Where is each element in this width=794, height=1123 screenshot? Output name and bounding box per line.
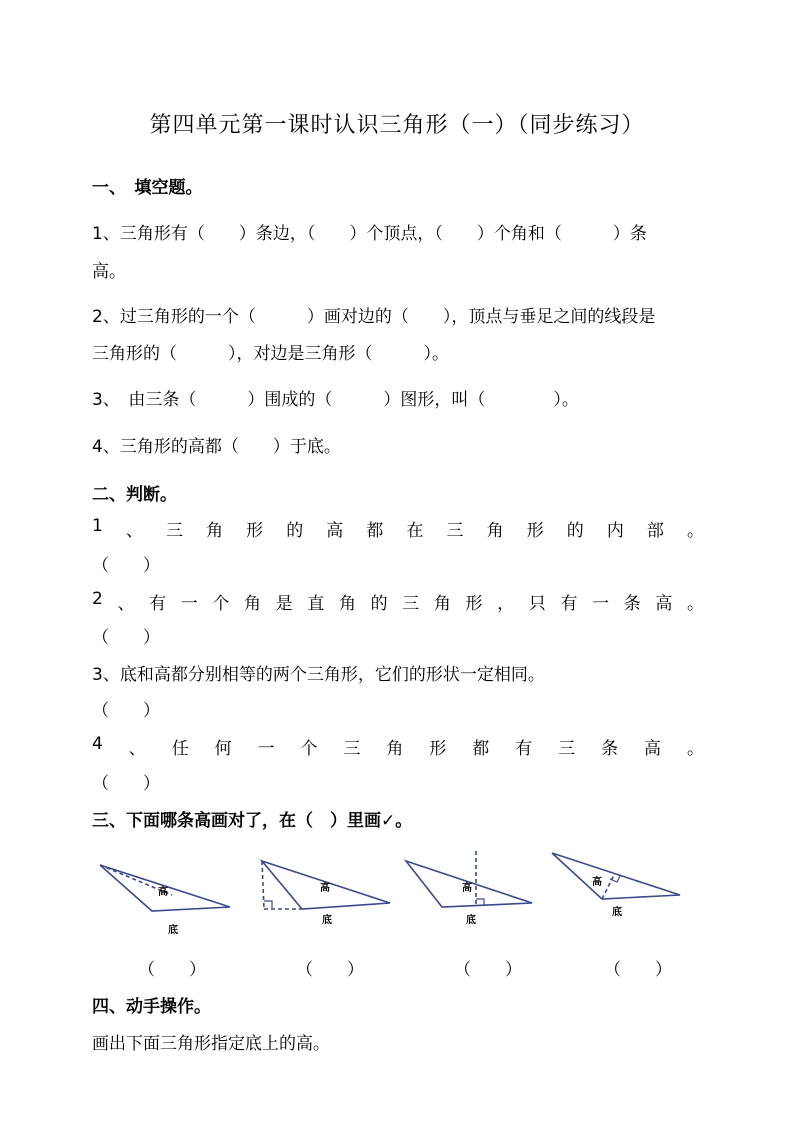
judgment-2-answer-paren[interactable]: （ ） (92, 628, 160, 648)
triangle-figures (0, 845, 794, 965)
judgment-char: 高 (644, 739, 662, 759)
judgment-char: ， (497, 594, 515, 614)
judgment-char: 都 (366, 521, 384, 541)
judgment-char: 高 (326, 521, 344, 541)
judgment-char: 个 (212, 594, 230, 614)
figure-2-base-label: 底 (322, 915, 332, 926)
judgment-char: 、 (128, 739, 146, 759)
judgment-char: 、 (125, 521, 143, 541)
judgment-char: 。 (687, 594, 704, 614)
judgment-char: 。 (686, 739, 704, 759)
judgment-char: 内 (606, 521, 624, 541)
triangle-4-right-angle-mark (610, 876, 620, 882)
judgment-4 (92, 734, 704, 759)
judgment-char: 4 (92, 734, 103, 754)
figure-3-base-label: 底 (466, 915, 476, 926)
judgment-char: 角 (486, 521, 504, 541)
judgment-char: 三 (446, 521, 464, 541)
question-1-line-1: 1、三角形有（ ）条边，（ ）个顶点，（ ）个角和（ ）条 (92, 224, 647, 244)
figure-3-height-label: 高 (462, 883, 472, 894)
judgment-char: 只 (528, 594, 546, 614)
triangle-3-right-angle-mark (476, 899, 484, 905)
judgment-char: 部 (646, 521, 664, 541)
judgment-char: 是 (275, 594, 293, 614)
question-2-line-1: 2、过三角形的一个（ ）画对边的（ ），顶点与垂足之间的线段是 (92, 307, 656, 327)
figure-2-height-label: 高 (320, 883, 330, 894)
judgment-3-answer-paren[interactable]: （ ） (92, 701, 160, 721)
section2-heading: 二、判断。 (92, 485, 177, 505)
figure-3-answer-paren[interactable]: （ ） (454, 960, 522, 980)
figure-1-base-label: 底 (168, 925, 178, 936)
triangle-2-right-angle-mark (264, 901, 272, 909)
judgment-char: 形 (465, 594, 483, 614)
judgment-char: 角 (244, 594, 262, 614)
triangle-4 (552, 853, 680, 899)
judgment-char: 的 (566, 521, 584, 541)
judgment-char: 一 (592, 594, 610, 614)
question-3: 3、 由三条（ ）围成的（ ）图形，叫（ ）。 (92, 390, 579, 410)
section4-heading: 四、动手操作。 (92, 997, 211, 1017)
figure-1-height-label: 高 (158, 887, 168, 898)
judgment-char: 在 (406, 521, 424, 541)
judgment-3: 3、底和高都分别相等的两个三角形，它们的形状一定相同。 (92, 665, 545, 685)
judgment-char: 直 (307, 594, 325, 614)
judgment-char: 三 (343, 739, 361, 759)
judgment-2 (92, 589, 704, 614)
judgment-char: 形 (429, 739, 447, 759)
judgment-char: 一 (180, 594, 198, 614)
judgment-char: 三 (165, 521, 183, 541)
judgment-char: 1 (92, 516, 103, 536)
judgment-char: 角 (338, 594, 356, 614)
judgment-char: 三 (402, 594, 420, 614)
figure-1-answer-paren[interactable]: （ ） (138, 960, 206, 980)
judgment-char: 角 (433, 594, 451, 614)
section1-heading: 一、 填空题。 (92, 178, 203, 198)
question-4: 4、三角形的高都（ ）于底。 (92, 437, 341, 457)
judgment-char: 形 (526, 521, 544, 541)
judgment-1 (92, 516, 704, 541)
section3-heading: 三、下面哪条高画对了，在（ ）里画✓。 (92, 811, 413, 831)
question-1-line-2: 高。 (92, 262, 126, 282)
judgment-char: 的 (286, 521, 304, 541)
judgment-char: 三 (558, 739, 576, 759)
judgment-char: 一 (257, 739, 275, 759)
judgment-char: 任 (171, 739, 189, 759)
judgment-char: 高 (655, 594, 673, 614)
judgment-char: 个 (300, 739, 318, 759)
judgment-char: 条 (623, 594, 641, 614)
judgment-char: 角 (386, 739, 404, 759)
judgment-1-answer-paren[interactable]: （ ） (92, 556, 160, 576)
judgment-char: 。 (687, 521, 704, 541)
judgment-char: 条 (601, 739, 619, 759)
judgment-char: 有 (560, 594, 578, 614)
judgment-char: 形 (246, 521, 264, 541)
judgment-char: 、 (117, 594, 135, 614)
figure-4-height-label: 高 (592, 877, 602, 888)
figure-4-base-label: 底 (612, 907, 622, 918)
page-title: 第四单元第一课时认识三角形（一）（同步练习） (149, 113, 645, 138)
figure-2-answer-paren[interactable]: （ ） (296, 960, 364, 980)
judgment-char: 有 (149, 594, 167, 614)
figure-4-answer-paren[interactable]: （ ） (604, 960, 672, 980)
judgment-char: 角 (206, 521, 224, 541)
judgment-4-answer-paren[interactable]: （ ） (92, 774, 160, 794)
judgment-char: 的 (370, 594, 388, 614)
judgment-char: 有 (515, 739, 533, 759)
judgment-char: 2 (92, 589, 103, 609)
triangle-4-height-line (602, 875, 614, 899)
question-2-line-2: 三角形的（ ），对边是三角形（ ）。 (92, 344, 449, 364)
judgment-char: 何 (214, 739, 232, 759)
triangle-2-height-line (262, 861, 264, 909)
section4-instruction: 画出下面三角形指定底上的高。 (92, 1034, 330, 1054)
judgment-char: 都 (472, 739, 490, 759)
